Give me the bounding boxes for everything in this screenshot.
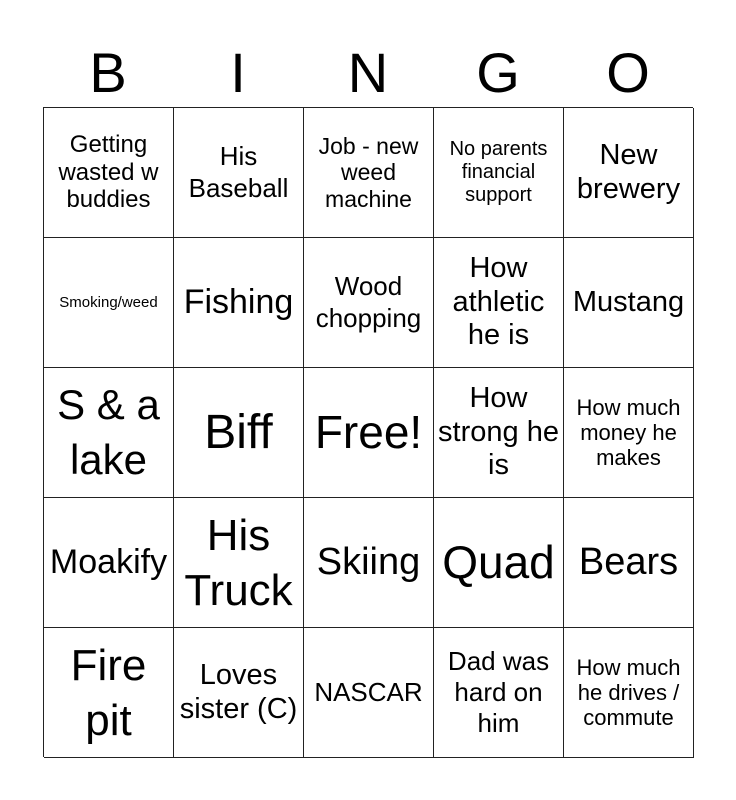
bingo-cell[interactable]: No parents financial support	[434, 108, 564, 238]
bingo-cell[interactable]: Loves sister (C)	[174, 628, 304, 758]
header-letter-i: I	[230, 41, 246, 104]
bingo-board	[43, 107, 693, 757]
bingo-cell[interactable]: Skiing	[304, 498, 434, 628]
header-letter-b: B	[89, 41, 127, 104]
bingo-cell[interactable]: His Truck	[174, 498, 304, 628]
bingo-cell[interactable]: How strong he is	[434, 368, 564, 498]
bingo-cell[interactable]: Smoking/weed	[44, 238, 174, 368]
bingo-cell[interactable]: How much he drives / commute	[564, 628, 694, 758]
bingo-header	[43, 40, 693, 106]
free-space[interactable]: Free!	[304, 368, 434, 498]
bingo-cell[interactable]: Fishing	[174, 238, 304, 368]
bingo-cell[interactable]: Fire pit	[44, 628, 174, 758]
bingo-cell[interactable]: His Baseball	[174, 108, 304, 238]
bingo-cell[interactable]: S & a lake	[44, 368, 174, 498]
bingo-cell[interactable]: Mustang	[564, 238, 694, 368]
header-letter-o: O	[606, 41, 650, 104]
bingo-cell[interactable]: New brewery	[564, 108, 694, 238]
bingo-cell[interactable]: Job - new weed machine	[304, 108, 434, 238]
bingo-cell[interactable]: NASCAR	[304, 628, 434, 758]
bingo-cell[interactable]: Biff	[174, 368, 304, 498]
bingo-cell[interactable]: Wood chopping	[304, 238, 434, 368]
header-letter-g: G	[476, 41, 520, 104]
bingo-cell[interactable]: Bears	[564, 498, 694, 628]
bingo-cell[interactable]: Quad	[434, 498, 564, 628]
bingo-cell[interactable]: How athletic he is	[434, 238, 564, 368]
header-letter-n: N	[347, 41, 389, 104]
bingo-cell[interactable]: How much money he makes	[564, 368, 694, 498]
bingo-cell[interactable]: Getting wasted w buddies	[44, 108, 174, 238]
bingo-cell[interactable]: Moakify	[44, 498, 174, 628]
bingo-cell[interactable]: Dad was hard on him	[434, 628, 564, 758]
